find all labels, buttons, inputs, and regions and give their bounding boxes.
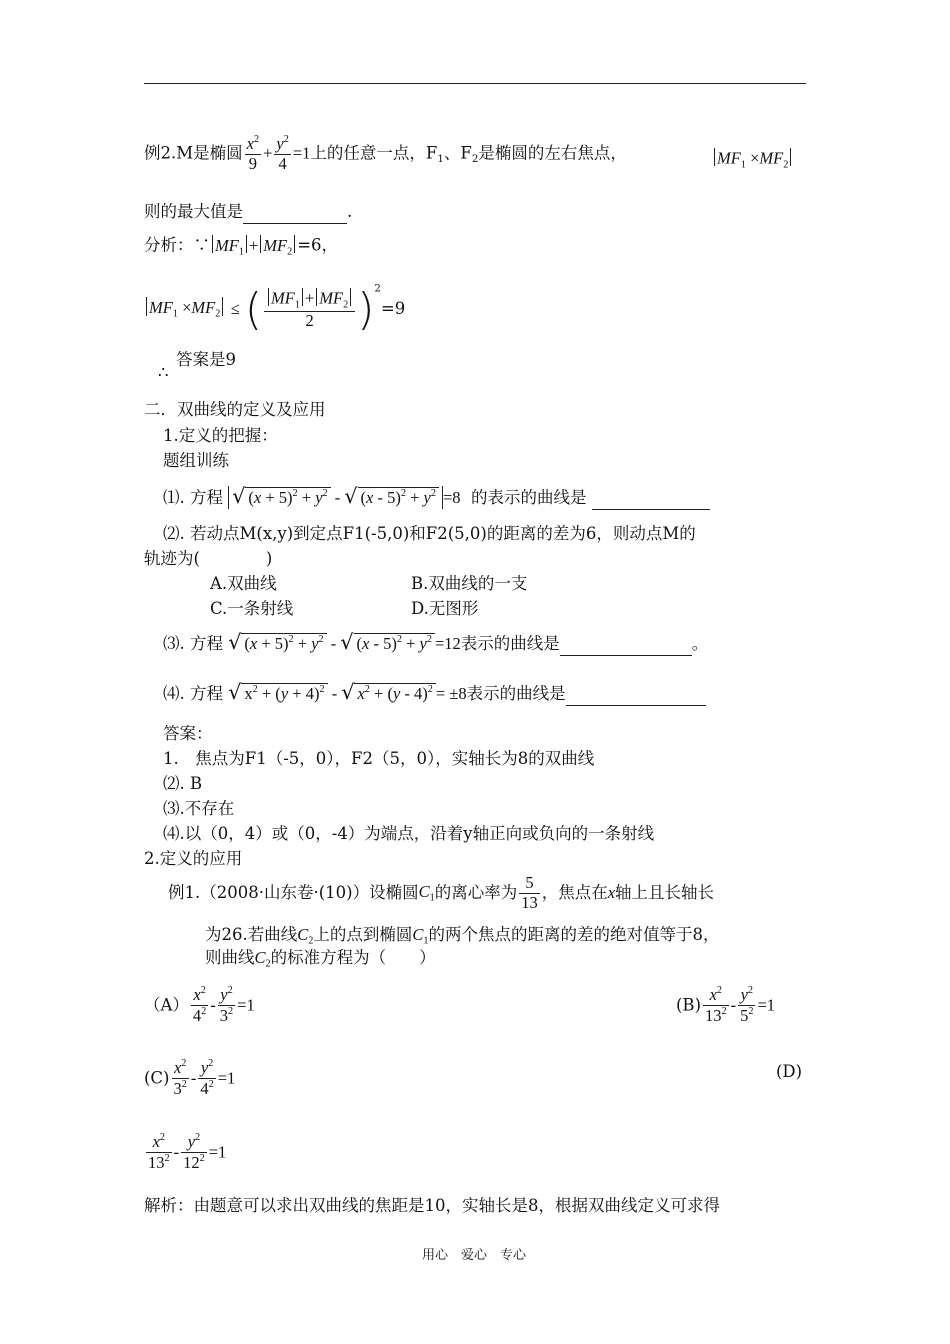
answer-3: ⑶.不存在 — [163, 799, 235, 818]
ex1-line2: 为26.若曲线$C_2$上的点到椭圆$C_1$的两个焦点的距离的差的绝对值等于8， — [205, 925, 720, 947]
ex2-analysis: 分析：∵ $MF_1 + MF_2 =6$， — [144, 235, 339, 258]
ex2-line2: 则的最大值是 . — [144, 202, 352, 224]
q2-option-c: C.一条射线 — [210, 599, 294, 618]
am-gm-fraction: $\frac{MF_1 + MF_2}{2}$ — [264, 288, 355, 331]
q1: ⑴. 方程 √ $(x + 5)^2 + y^2$ - √ $(x - 5)^2 + y^2 =8$ 的表示的曲线是 — [163, 484, 710, 510]
answers-heading: 答案： — [163, 724, 213, 743]
q2-option-b: B.双曲线的一支 — [411, 574, 528, 593]
q2-line1: ⑵. 若动点M(x,y)到定点F1(-5,0)和F2(5,0)的距离的差为6，则动点M的 — [163, 524, 696, 543]
header-rule — [144, 83, 806, 84]
ex1-line3: 则曲线$C_2$的标准方程为（ ） — [205, 948, 436, 970]
q2-option-a: A.双曲线 — [210, 574, 277, 593]
answer-4: ⑷.以（0，4）或（0，-4）为端点，沿着y轴正向或负向的一条射线 — [163, 824, 655, 843]
option-c: (C) $\frac{x^2}{3^2}$ - $\frac{y^2}{4^2}$ =1 — [144, 1058, 236, 1099]
option-d-formula: $\frac{x^2}{13^2}$ - $\frac{y^2}{12^2}$ =1 — [148, 1132, 227, 1173]
page-footer: 用心 爱心 专心 — [422, 1248, 527, 1263]
answer-2: ⑵. B — [163, 774, 203, 793]
q2-option-d: D.无图形 — [411, 599, 479, 618]
mf-product-expression: $MF_1 \times MF_2$ — [712, 148, 793, 172]
q3-blank — [560, 634, 692, 656]
q4: ⑷. 方程 √ $x^2 + (y + 4)^2$ - √ $x^2 + (y - 4)^2 = \pm 8$表示的曲线是 — [163, 680, 706, 706]
option-a: （A） $\frac{x^2}{4^2}$ - $\frac{y^2}{3^2}$ =1 — [144, 985, 255, 1026]
option-b: (B) $\frac{x^2}{13^2}$ - $\frac{y^2}{5^2}$ =1 — [676, 985, 776, 1026]
q2-line2: 轨迹为( ) — [144, 549, 273, 568]
eccentricity-fraction: $\frac{5}{13}$ — [521, 873, 538, 912]
ex2-answer: 答案是9 — [176, 350, 236, 369]
answer-blank — [243, 202, 347, 224]
solution-text: 解析：由题意可以求出双曲线的焦距是10，实轴长是8，根据双曲线定义可求得 — [144, 1196, 720, 1215]
q4-blank — [566, 684, 706, 706]
ellipse-fraction-y: $\frac{y^2}{4}$ — [276, 134, 289, 174]
therefore-symbol: ∴ — [158, 363, 169, 382]
ex2-inequality: $MF_1 \times MF_2$ ≤ ( $\frac{MF_1 + MF_2}{2}$ )$^2$=9 — [144, 282, 405, 337]
ex2-line1: 例2.M是椭圆 $\frac{x^2}{9}$ + $\frac{y^2}{4}$ =1上的任意一点，$F_1$、$F_2$是椭圆的左右焦点， — [144, 134, 627, 174]
ellipse-fraction-x: $\frac{x^2}{9}$ — [246, 134, 260, 174]
q1-blank — [592, 488, 710, 510]
section-heading: 二．双曲线的定义及应用 — [144, 400, 326, 419]
option-d-label: (D) — [776, 1062, 803, 1081]
subsection-2: 2.定义的应用 — [144, 849, 243, 868]
subsection-1: 1.定义的把握： — [163, 426, 278, 445]
answer-1: 1. 焦点为F1（-5，0），F2（5，0），实轴长为8的双曲线 — [163, 749, 595, 768]
ex2-prefix: 例2.M是椭圆 — [144, 143, 243, 163]
drill-label: 题组训练 — [163, 451, 229, 470]
ex1-line1: 例1.（2008·山东卷·(10)）设椭圆$C_1$的离心率为 $\frac{5}{13}$ ，焦点在x轴上且长轴长 — [168, 873, 715, 912]
q3: ⑶. 方程 √ $(x + 5)^2 + y^2$ - √ $(x - 5)^2 + y^2 =12$表示的曲线是 。 — [163, 630, 709, 654]
